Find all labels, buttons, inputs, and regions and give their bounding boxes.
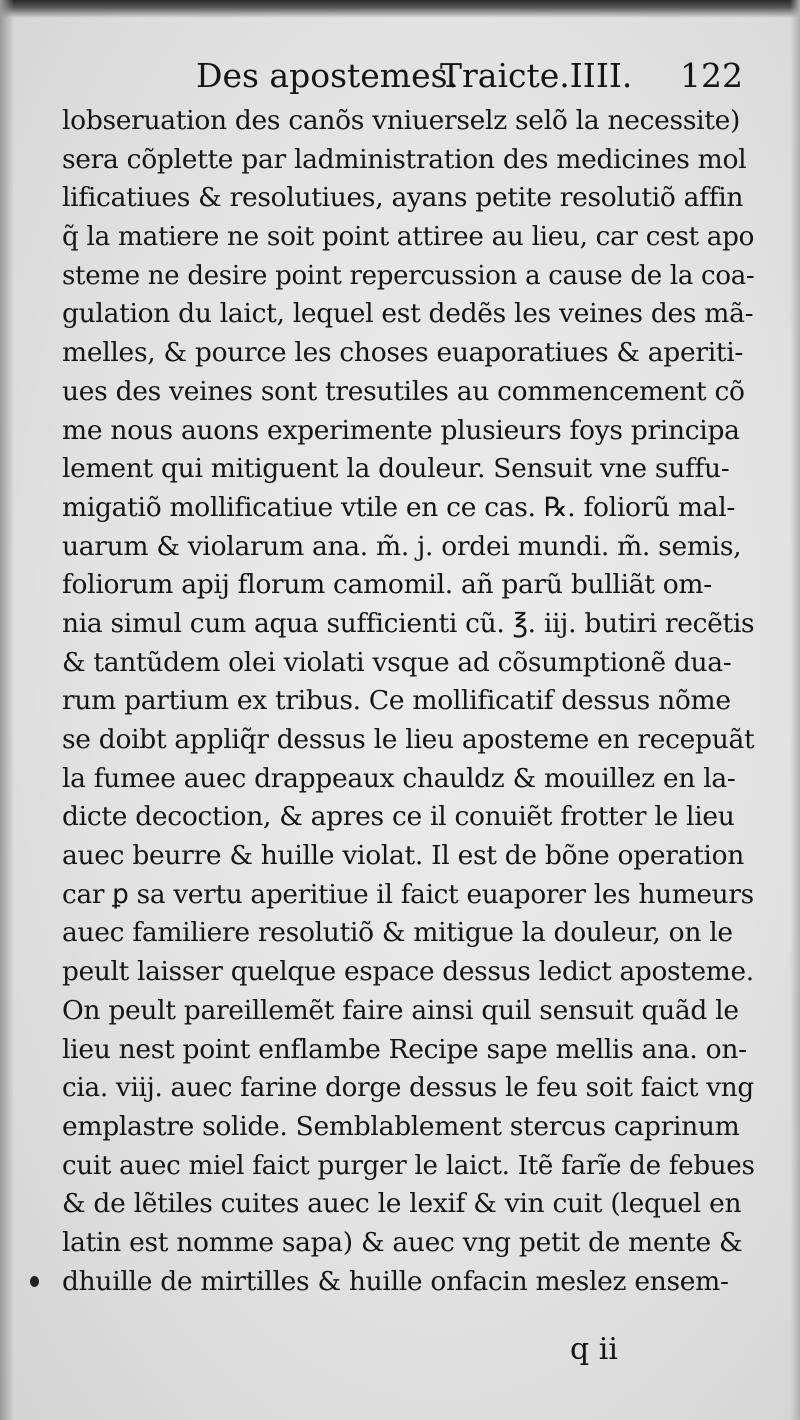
- running-head-title: Des apostemes.: [196, 56, 459, 95]
- body-text: [62, 102, 762, 1301]
- text-line: foliorum apij florum camomil. añ parũ bulliãt om-: [62, 569, 712, 601]
- page-right-shadow: [790, 0, 800, 1420]
- text-line: melles, & pource les choses euaporatiues & aperiti-: [62, 337, 744, 369]
- text-line: cuit auec miel faict purger le laict. Itẽ farĩe de febues: [62, 1149, 755, 1181]
- text-line: emplastre solide. Semblablement stercus caprinum: [62, 1110, 740, 1142]
- text-line: steme ne desire point repercussion a cause de la coa-: [62, 259, 755, 291]
- text-line: nia simul cum aqua sufficienti cũ. ℥. iij. butiri recẽtis: [62, 607, 755, 639]
- text-line: cia. viij. auec farine dorge dessus le feu soit faict vng: [62, 1072, 754, 1104]
- text-line: peult laisser quelque espace dessus ledict aposteme.: [62, 956, 754, 988]
- text-line: lement qui mitiguent la douleur. Sensuit vne suffu-: [62, 453, 730, 485]
- text-line: lobseruation des canõs vniuerselz selõ la necessite): [62, 105, 741, 136]
- page-top-shadow: [0, 0, 800, 18]
- text-line: migatiõ mollificatiue vtile en ce cas. ℞. foliorũ mal-: [62, 491, 736, 523]
- text-line: dhuille de mirtilles & huille onfacin meslez ensem-: [62, 1265, 729, 1297]
- folio-number: 122: [680, 56, 743, 95]
- text-line: sera cõplette par ladministration des medicines mol: [62, 143, 747, 175]
- signature-mark: q ii: [570, 1332, 618, 1367]
- text-line: q̃ la matiere ne soit point attiree au lieu, car cest apo: [62, 221, 755, 253]
- running-head: [150, 52, 760, 100]
- text-line: lieu nest point enflambe Recipe sape mellis ana. on-: [62, 1033, 747, 1065]
- text-line: uarum & violarum ana. m̃. j. ordei mundi. m̃. semis,: [62, 530, 742, 562]
- text-line: ues des veines sont tresutiles au commencement cõ: [62, 375, 745, 407]
- text-line: lificatiues & resolutiues, ayans petite resolutiõ affin: [62, 182, 744, 214]
- text-line: latin est nomme sapa) & auec vng petit de mente &: [62, 1226, 743, 1258]
- text-line: auec beurre & huille violat. Il est de bõne operation: [62, 840, 745, 872]
- text-line: rum partium ex tribus. Ce mollificatif dessus nõme: [62, 685, 731, 717]
- text-line: On peult pareillemẽt faire ainsi quil sensuit quãd le: [62, 994, 739, 1026]
- page-left-shadow: [0, 0, 14, 1420]
- text-line: car ꝑ sa vertu aperitiue il faict euaporer les humeurs: [62, 878, 754, 910]
- text-line: me nous auons experimente plusieurs foys principa: [62, 414, 740, 446]
- text-line: la fumee auec drappeaux chauldz & mouillez en la-: [62, 762, 736, 794]
- ink-blot: [30, 1276, 39, 1287]
- text-line: & tantũdem olei violati vsque ad cõsumptionẽ dua-: [62, 646, 732, 678]
- text-line: dicte decoction, & apres ce il conuiẽt frotter le lieu: [62, 801, 735, 833]
- text-line: se doibt appliq̃r dessus le lieu aposteme en recepuãt: [62, 724, 755, 755]
- text-line: & de lẽtiles cuites auec le lexif & vin cuit (lequel en: [62, 1188, 742, 1220]
- text-line: auec familiere resolutiõ & mitigue la douleur, on le: [62, 917, 733, 949]
- running-head-section: Traicte.IIII.: [440, 56, 633, 95]
- text-line: gulation du laict, lequel est dedẽs les veines des mã-: [62, 298, 754, 330]
